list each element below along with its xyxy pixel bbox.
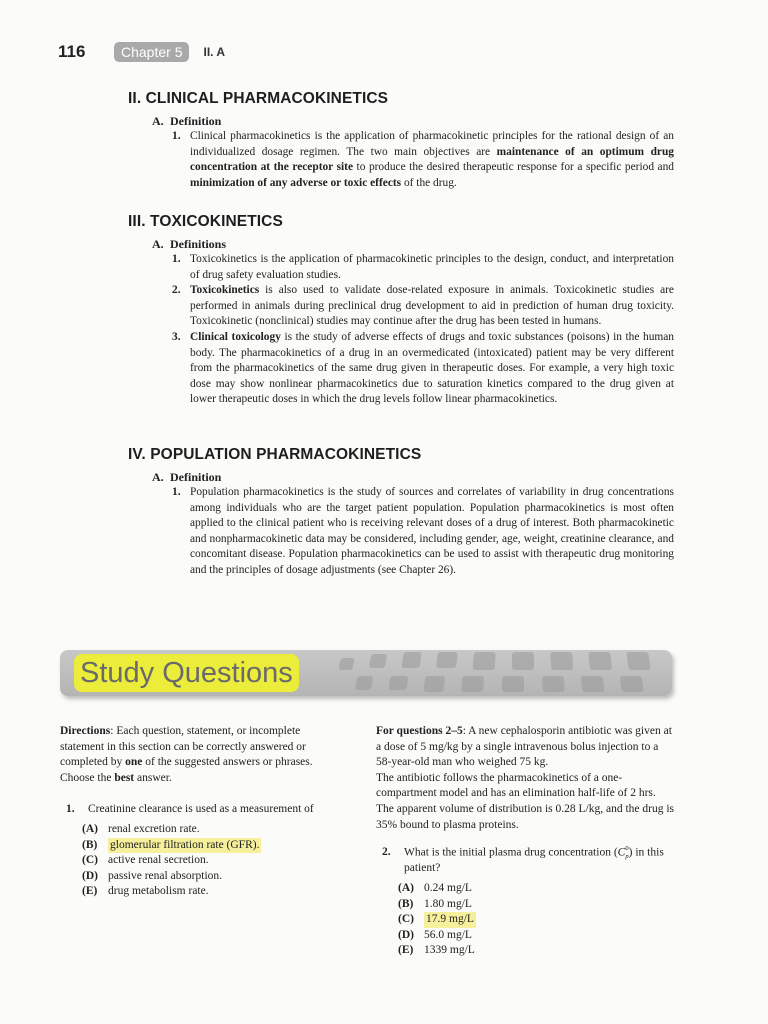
study-questions-banner [60,650,672,696]
question-group-intro-continued: The antibiotic follows the pharmacokinetics of a one-compartment model and has an elimination half-life of 2 hrs. The apparent volume of distribution is 0.28 L/kg, and the drug is 35% bound to plasma proteins. [376,771,674,831]
directions-text: Directions: Each question, statement, or incomplete statement in this section can be correctly answered or completed by one of the suggested answers or phrases. Choose the best answer. [60,725,313,784]
subsection-title: Definition [170,470,222,484]
answer-option[interactable]: (B) 1.80 mg/L [398,897,472,910]
subsection-heading [152,237,674,252]
highlighted-answer: 17.9 mg/L [424,912,476,928]
question-1 [66,802,334,818]
highlighted-answer: glomerular filtration rate (GFR). [108,838,261,854]
subsection-label: A. [152,470,164,484]
answer-option[interactable]: (E) drug metabolism rate. [82,885,209,898]
answer-options [82,822,334,900]
item-text: Population pharmacokinetics is the study of sources and correlates of variability in drug concentrations among individuals who are the target patient population. Population pharmacokinetics is most often applied to the clinical patient who is receiving relevant doses of a drug of interest. Both pharmacokinetic and nonpharmacokinetic data may be considered, including gender, age, weight, creatinine clearance, and concomitant disease. Population pharmacokinetics can be used to assist with therapeutic drug monitoring and the principles of dosage adjustments (see Chapter 26). [190,486,674,576]
question-text: Creatinine clearance is used as a measurement of [88,803,314,816]
study-questions-title: Study Questions [74,654,299,692]
subsection-title: Definition [170,114,222,128]
answer-option[interactable]: (B) glomerular filtration rate (GFR). [82,838,334,854]
chapter-badge: Chapter 5 [114,42,189,62]
list-item [172,330,674,408]
section-heading: II. CLINICAL PHARMACOKINETICS [128,90,389,107]
list-item [172,485,674,579]
item-number: 2. [172,284,181,297]
page-header [58,40,225,64]
subsection-label: A. [152,114,164,128]
list-item [172,283,674,330]
question-number: 1. [66,803,75,816]
section-toxicokinetics [128,213,674,408]
item-text: Clinical toxicology is the study of adverse effects of drugs and toxic substances (poisons) in the human body. The pharmacokinetics of a drug in an overmedicated (intoxicated) patient may be very different from the pharmacokinetics of the same drug given in therapeutic doses. For example, a very high toxic dose may show nonlinear pharmacokinetics due to saturation kinetics compared to the drug given at lower therapeutic doses in which the drug levels follow linear pharmacokinetics. [190,330,675,406]
answer-option[interactable]: (C) active renal secretion. [82,854,209,867]
answer-option[interactable]: (A) 0.24 mg/L [398,881,472,894]
section-heading: IV. POPULATION PHARMACOKINETICS [128,446,422,463]
list-item [172,252,674,283]
item-number: 1. [172,253,181,265]
question-text: What is the initial plasma drug concentration (C 0 p ) in this patient? [404,845,664,875]
list-item [172,129,674,191]
item-text: Toxicokinetics is the application of pharmacokinetic principles to the design, conduct, and interpretation of drug safety evaluation studies. [190,253,674,281]
answer-option[interactable]: (E) 1339 mg/L [398,944,475,957]
page-number: 116 [58,42,86,61]
subsection-heading [152,114,674,129]
questions-left-column [60,724,334,900]
answer-option[interactable]: (D) 56.0 mg/L [398,928,472,941]
item-number: 3. [172,330,181,343]
question-number: 2. [382,846,391,859]
subsection-heading [152,470,674,485]
question-2 [382,845,676,877]
decorative-pattern [332,650,672,696]
section-heading: III. TOXICOKINETICS [128,213,283,230]
section-clinical-pharmacokinetics [128,90,674,191]
subsection-label: A. [152,237,164,251]
item-text: Clinical pharmacokinetics is the application of pharmacokinetic principles for the rational design of an individualized dosage regimen. The two main objectives are maintenance of an optimum drug concentration at the receptor site to produce the desired therapeutic response for a specific period and minimization of any adverse or toxic effects of the drug. [190,130,674,189]
answer-option[interactable]: (C) 17.9 mg/L [398,912,676,928]
answer-options [398,881,676,959]
subsection-title: Definitions [170,237,227,251]
question-group-intro: For questions 2–5: A new cephalosporin antibiotic was given at a dose of 5 mg/kg by a single intravenous bolus injection to a 58-year-old man who weighed 75 kg. [376,725,672,769]
answer-option[interactable]: (A) renal excretion rate. [82,822,200,835]
questions-right-column [376,724,676,959]
section-reference: II. A [203,45,226,59]
section-population-pharmacokinetics [128,446,674,579]
item-text: Toxicokinetics is also used to validate dose-related exposure in animals. Toxicokinetic studies are performed in animals during preclinical drug development to aid in prediction of human drug toxicity. Toxicokinetic (nonclinical) studies may continue after the drug has been tested in humans. [190,284,674,328]
item-number: 1. [172,486,181,498]
answer-option[interactable]: (D) passive renal absorption. [82,869,223,882]
item-number: 1. [172,130,181,142]
